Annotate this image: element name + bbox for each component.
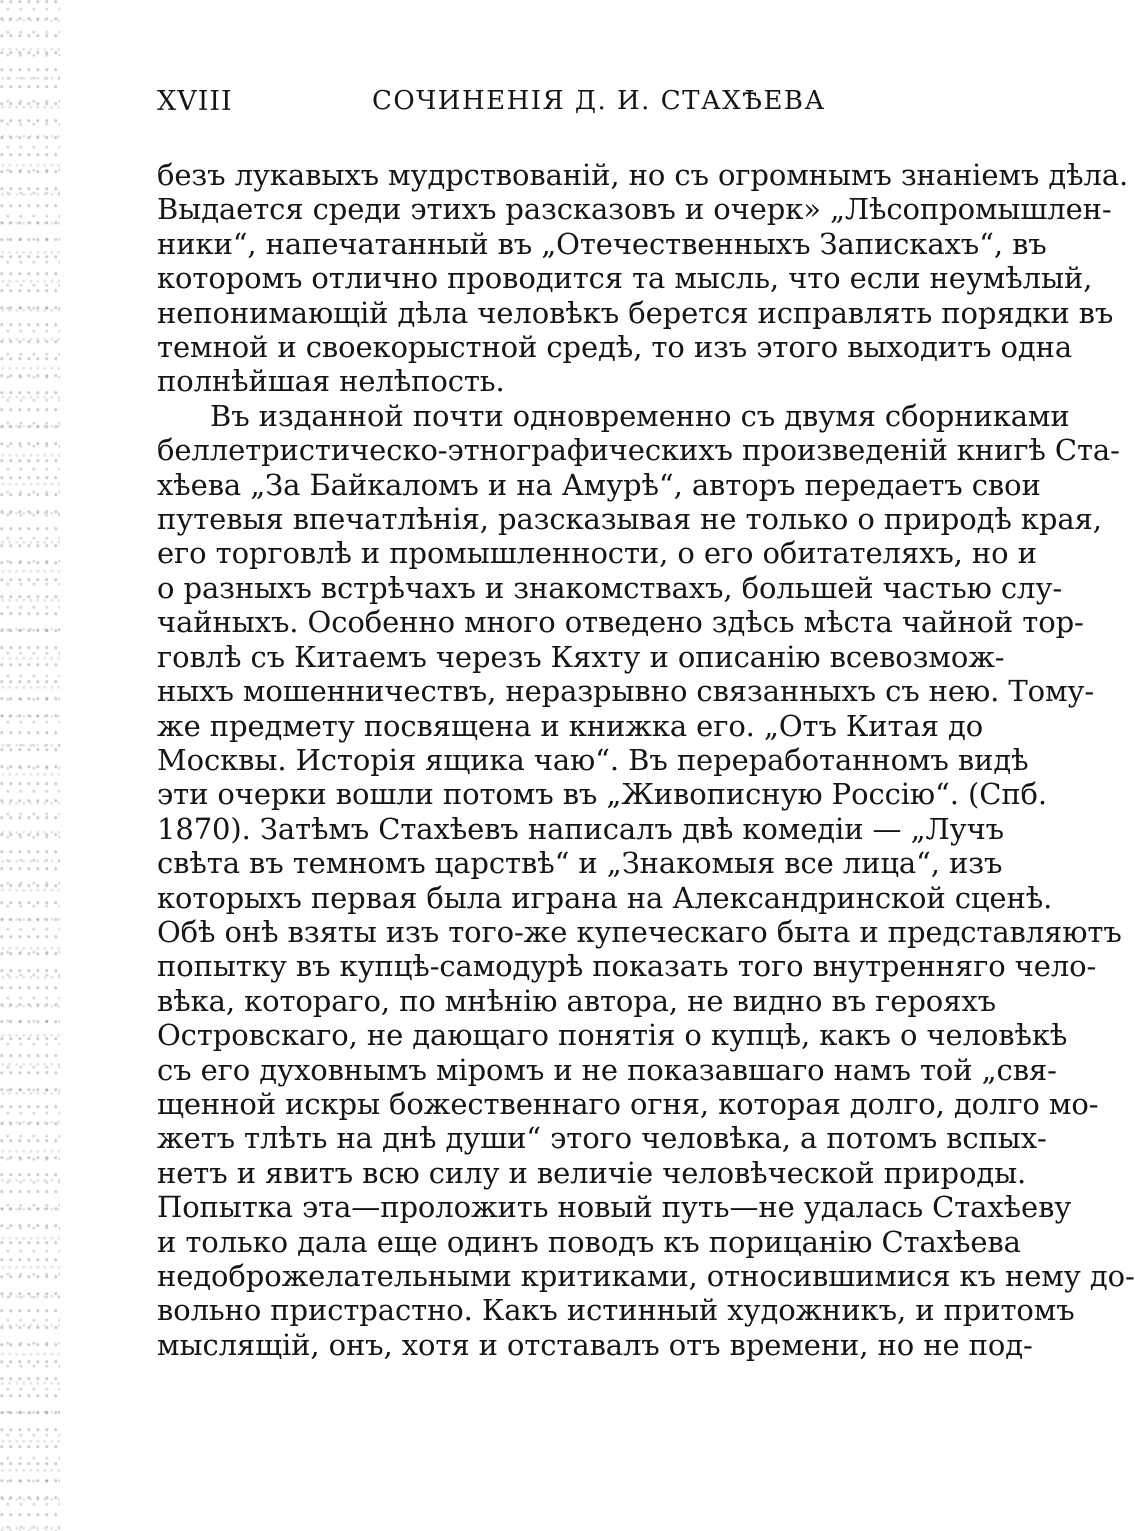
text-line: полнѣйшая нелѣпость.: [157, 364, 505, 399]
text-line: Попытка эта—проложить новый путь—не удалась Стахѣеву: [157, 1190, 1072, 1225]
text-line: вѣка, котораго, по мнѣнію автора, не видно въ герояхъ: [157, 983, 996, 1018]
text-line: его торговлѣ и промышленности, о его обитателяхъ, но и: [157, 536, 1037, 571]
paragraph-first-line: Въ изданной почти одновременно съ двумя сборниками: [210, 398, 1070, 433]
text-line: беллетристическо-этнографическихъ произведеній книгѣ Ста-: [157, 433, 1120, 468]
text-line: непонимающій дѣла человѣкъ берется исправлять порядки въ: [157, 295, 1114, 330]
text-line: нетъ и явитъ всю силу и величіе человѣческой природы.: [157, 1155, 1027, 1190]
text-line: которыхъ первая была играна на Александринской сценѣ.: [157, 880, 1053, 915]
running-title: СОЧИНЕНІЯ Д. И. СТАХѢЕВА: [372, 86, 826, 116]
text-line: безъ лукавыхъ мудрствованій, но съ огромнымъ знаніемъ дѣла.: [157, 158, 1129, 192]
text-line: темной и своекорыстной средѣ, то изъ этого выходитъ одна: [157, 330, 1073, 365]
text-line: недоброжелательными критиками, относившимися къ нему до-: [157, 1259, 1135, 1293]
text-line: ники“, напечатанный въ „Отечественныхъ Запискахъ“, въ: [157, 226, 1047, 261]
text-line: говлѣ съ Китаемъ черезъ Кяхту и описанію всевозмож-: [157, 639, 1005, 674]
scan-edge-noise: [0, 0, 60, 1531]
text-line: чайныхъ. Особенно много отведено здѣсь мѣста чайной тор-: [157, 605, 1084, 640]
text-line: Обѣ онѣ взяты изъ того-же купеческаго быта и представляютъ: [157, 914, 1122, 949]
running-head: [157, 86, 947, 126]
body-text: [157, 158, 1135, 1362]
text-line: и только дала еще одинъ поводъ къ порицанію Стахѣева: [157, 1224, 1021, 1259]
text-line: которомъ отлично проводится та мысль, что если неумѣлый,: [157, 261, 1093, 296]
text-line: свѣта въ темномъ царствѣ“ и „Знакомыя все лица“, изъ: [157, 846, 1003, 881]
text-line: Островскаго, не дающаго понятія о купцѣ, какъ о человѣкѣ: [157, 1018, 1068, 1053]
text-line: же предмету посвящена и книжка его. „Отъ Китая до: [157, 708, 984, 743]
text-line: жетъ тлѣть на днѣ души“ этого человѣка, а потомъ вспых-: [157, 1121, 1047, 1156]
text-line: съ его духовнымъ міромъ и не показавшаго намъ той „свя-: [157, 1052, 1057, 1087]
text-line: вольно пристрастно. Какъ истинный художникъ, и притомъ: [157, 1293, 1075, 1328]
page-number: XVIII: [157, 86, 233, 117]
text-line: Выдается среди этихъ разсказовъ и очерк» „Лѣсопромышлен-: [157, 192, 1112, 227]
text-line: путевыя впечатлѣнія, разсказывая не только о природѣ края,: [157, 502, 1102, 537]
text-line: щенной искры божественнаго огня, которая долго, долго мо-: [157, 1086, 1099, 1121]
text-line: мыслящій, онъ, хотя и отставалъ отъ времени, но не под-: [157, 1327, 1033, 1362]
text-line: Москвы. Исторія ящика чаю“. Въ переработанномъ видѣ: [157, 742, 1029, 777]
text-line: 1870). Затѣмъ Стахѣевъ написалъ двѣ комедіи — „Лучъ: [157, 811, 1004, 846]
text-line: о разныхъ встрѣчахъ и знакомствахъ, большей частью слу-: [157, 570, 1063, 605]
text-line: эти очерки вошли потомъ въ „Живописную Россію“. (Спб.: [157, 777, 1048, 812]
text-line: хѣева „За Байкаломъ и на Амурѣ“, авторъ передаетъ свои: [157, 467, 1041, 502]
text-line: попытку въ купцѣ-самодурѣ показать того внутренняго чело-: [157, 949, 1097, 984]
text-line: ныхъ мошенничествъ, неразрывно связанныхъ съ нею. Тому-: [157, 674, 1095, 709]
